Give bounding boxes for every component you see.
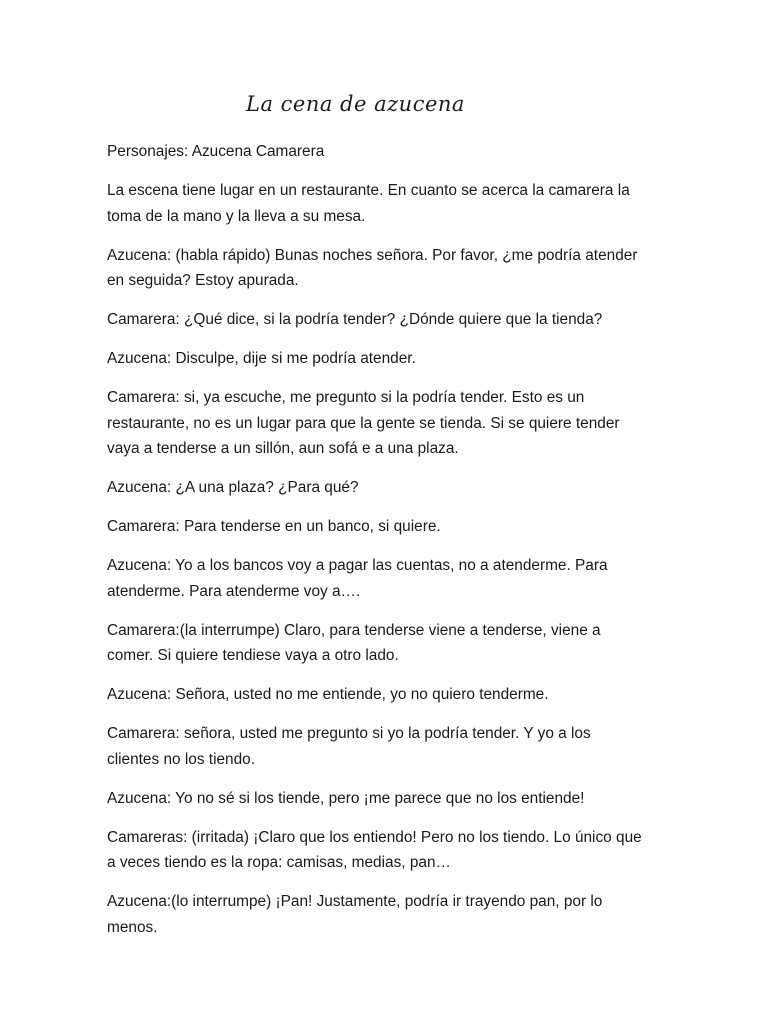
dialogue-line: Camarera: señora, usted me pregunto si yo la podría tender. Y yo a los clientes no los tiendo. — [107, 725, 591, 768]
dialogue-line: Azucena: Disculpe, dije si me podría atender. — [107, 350, 416, 367]
dialogue-line: Azucena: ¿A una plaza? ¿Para qué? — [107, 479, 359, 496]
dialogue-line: Camarera: Para tenderse en un banco, si quiere. — [107, 518, 441, 535]
dialogue-line: Azucena: (habla rápido) Bunas noches señora. Por favor, ¿me podría atender en seguida? Estoy apurada. — [107, 246, 638, 289]
dialogue-line: Camarera: ¿Qué dice, si la podría tender? ¿Dónde quiere que la tienda? — [107, 311, 603, 328]
dialogue-line: Camarera:(la interrumpe) Claro, para tenderse viene a tenderse, viene a comer. Si quiere tendiese vaya a otro lado. — [107, 621, 601, 664]
dialogue-line: Camarera: si, ya escuche, me pregunto si la podría tender. Esto es un restaurante, no es un lugar para que la gente se tienda. Si se quiere tender vaya a tenderse a un sillón, aun sofá e a una plaza. — [107, 389, 620, 457]
document-body — [107, 139, 647, 954]
dialogue-line: Azucena:(lo interrumpe) ¡Pan! Justamente, podría ir trayendo pan, por lo menos. — [107, 893, 603, 936]
dialogue-line: Azucena: Yo a los bancos voy a pagar las cuentas, no a atenderme. Para atenderme. Para atenderme voy a…. — [107, 557, 608, 600]
dialogue-line: Azucena: Yo no sé si los tiende, pero ¡me parece que no los entiende! — [107, 789, 585, 807]
dialogue-line: Azucena: Señora, usted no me entiende, yo no quiero tenderme. — [107, 686, 549, 703]
document-title: La cena de azucena — [246, 92, 465, 116]
paragraph-characters: Personajes: Azucena Camarera — [107, 143, 325, 160]
dialogue-line: Camareras: (irritada) ¡Claro que los entiendo! Pero no los tiendo. Lo único que a veces tiendo es la ropa: camisas, medias, pan… — [107, 828, 642, 871]
paragraph-scene: La escena tiene lugar en un restaurante. En cuanto se acerca la camarera la toma de la mano y la lleva a su mesa. — [107, 182, 630, 225]
